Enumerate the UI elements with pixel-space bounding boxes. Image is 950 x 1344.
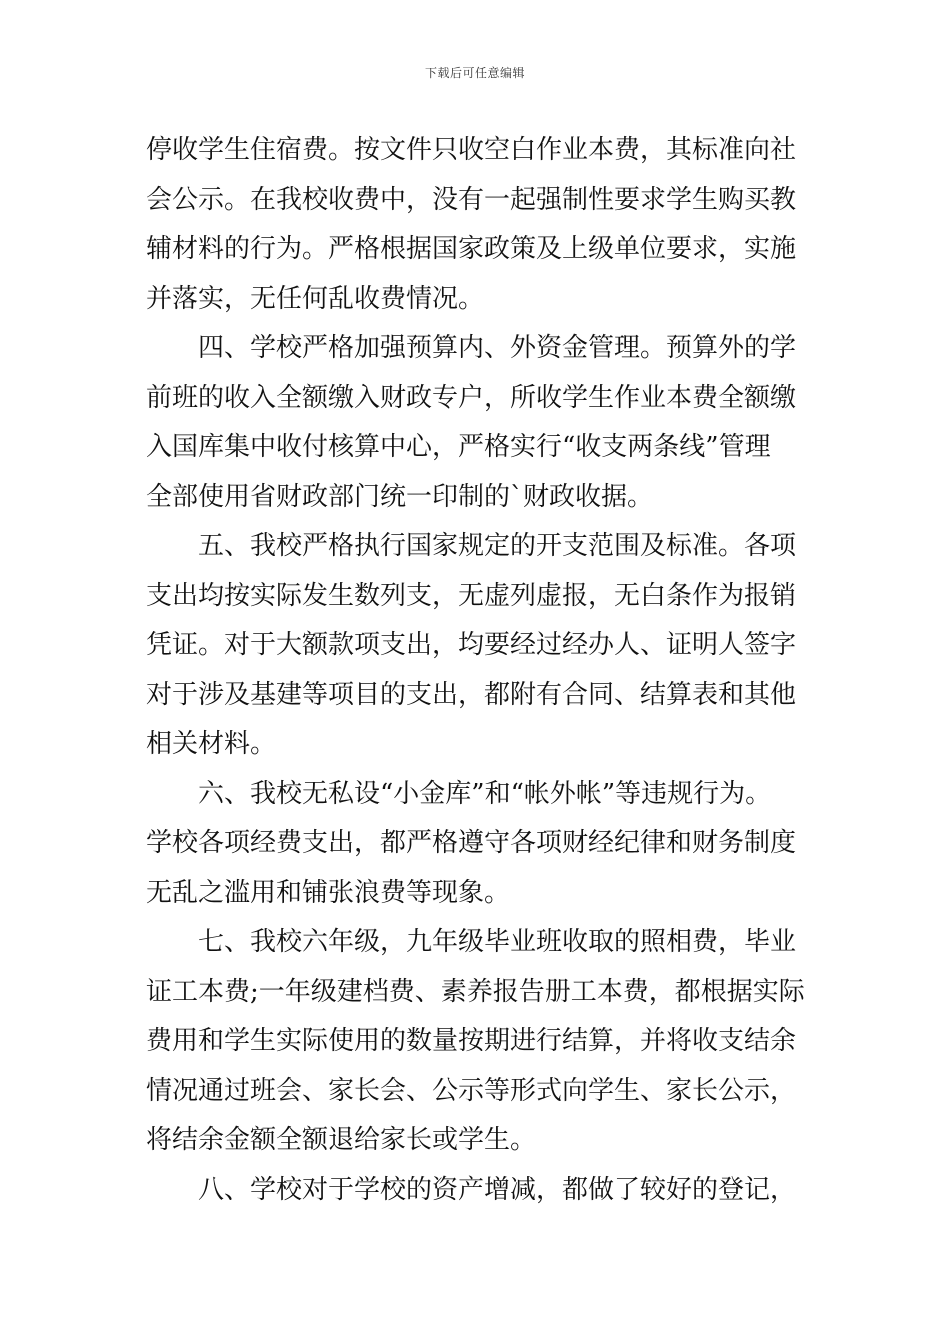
document-body [146,126,816,1215]
text-line: 支出均按实际发生数列支，无虚列虚报，无白条作为报销 [146,580,797,611]
text-line: 五、我校严格执行国家规定的开支范围及标准。各项 [198,531,797,561]
text-line: 并落实，无任何乱收费情况。 [146,283,485,314]
text-line: 八、学校对于学校的资产增减，都做了较好的登记， [198,1174,797,1205]
text-line: 费用和学生实际使用的数量按期进行结算，并将收支结余 [146,1026,797,1056]
text-line: 将结余金额全额退给家长或学生。 [146,1125,537,1155]
text-line: 无乱之滥用和铺张浪费等现象。 [146,877,511,908]
text-line: 入国库集中收付核算中心，严格实行“收支两条线”管理 [146,432,771,462]
text-line: 四、学校严格加强预算内、外资金管理。预算外的学 [198,333,797,363]
text-line: 停收学生住宿费。按文件只收空白作业本费，其标准向社 [146,135,797,165]
text-line: 证工本费;一年级建档费、素养报告册工本费，都根据实际 [146,976,805,1007]
text-line: 学校各项经费支出，都严格遵守各项财经纪律和财务制度 [146,828,797,858]
text-line: 会公示。在我校收费中，没有一起强制性要求学生购买教 [146,184,797,215]
text-line: 相关材料。 [146,729,277,759]
page-header-note: 下载后可任意编辑 [424,66,525,80]
text-line: 凭证。对于大额款项支出，均要经过经办人、证明人签字 [146,630,797,660]
text-line: 情况通过班会、家长会、公示等形式向学生、家长公示， [146,1075,797,1106]
text-line: 前班的收入全额缴入财政专户，所收学生作业本费全额缴 [146,382,797,413]
text-line: 六、我校无私设“小金库”和“帐外帐”等违规行为。 [198,778,772,809]
text-line: 全部使用省财政部门统一印制的`财政收据。 [146,481,654,512]
text-line: 对于涉及基建等项目的支出，都附有合同、结算表和其他 [146,679,797,710]
text-line: 七、我校六年级，九年级毕业班收取的照相费，毕业 [198,927,797,957]
text-line: 辅材料的行为。严格根据国家政策及上级单位要求，实施 [146,234,797,264]
